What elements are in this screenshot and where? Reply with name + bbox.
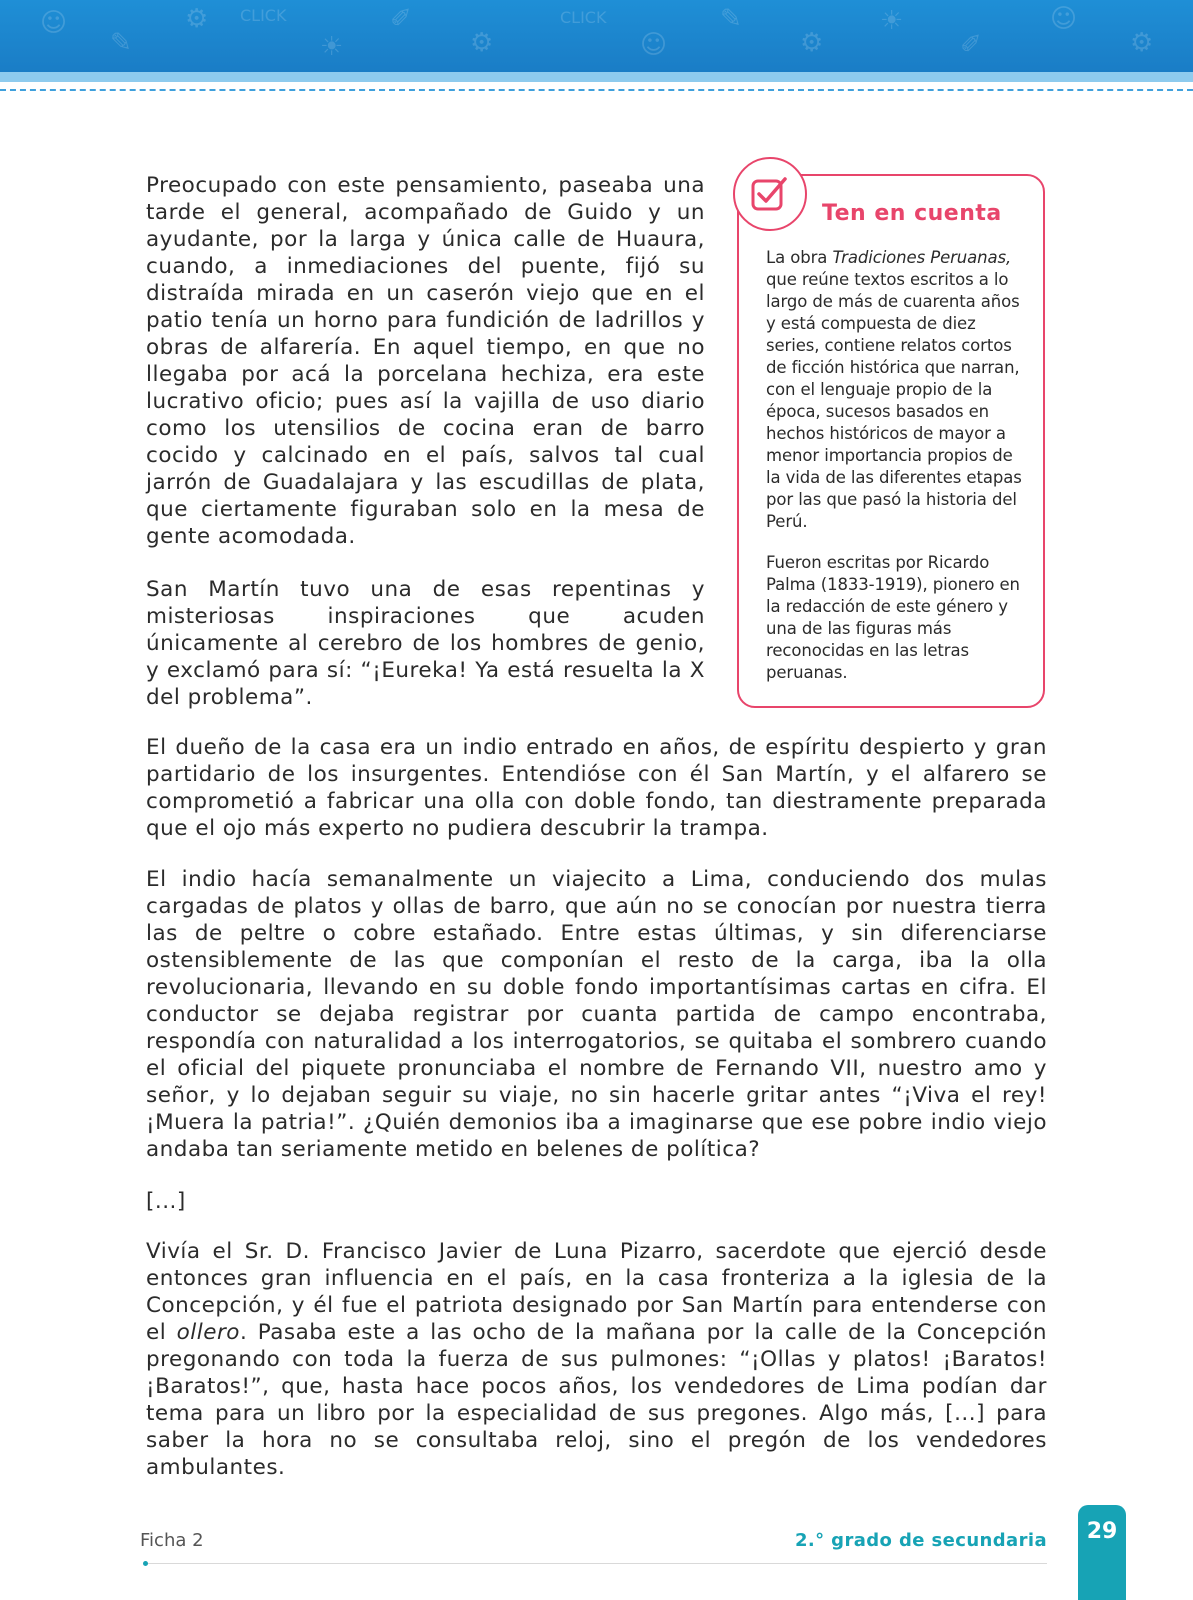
doodle-icon: ⚙ (1130, 28, 1154, 58)
header-divider (0, 89, 1193, 91)
header-strip (0, 72, 1193, 82)
doodle-icon: ☺ (40, 8, 68, 38)
doodle-icon: ✐ (960, 30, 982, 60)
footer-dot (143, 1561, 148, 1566)
footer-divider (146, 1563, 1047, 1564)
note-text: que reúne textos escritos a lo largo de más de cuarenta años y está compuesta de diez series, contiene relatos cortos de ficción histórica que narran, con el lenguaje propio de la época, sucesos basados en hechos históricos de mayor a menor importancia propios de la vida de las diferentes etapas por las que pasó la historia del Perú. (766, 270, 1022, 531)
footer-grade-label: 2.° grado de secundaria (794, 1530, 1047, 1551)
paragraph-text: Vivía el Sr. D. Francisco Javier de Luna Pizarro, sacerdote que ejerció desde entonces gran influencia en el país, en la casa fronteriza a la iglesia de la Concepción, y él fue el patriota designado por San Martín para entenderse con el (146, 1239, 1047, 1345)
doodle-icon: ☀ (880, 6, 904, 36)
page-number: 29 (1086, 1519, 1118, 1544)
paragraph-4: El indio hacía semanalmente un viajecito a Lima, conduciendo dos mulas cargadas de platos y ollas de barro, que aún no se conocían por nuestra tierra las de peltre o cobre estañado. Entre estas últimas, y sin diferenciarse ostensiblemente de las que componían el resto de la carga, iba la olla revolucionaria, llevando en su doble fondo importantísimas cartas en cifra. El conductor se dejaba registrar por cuanta partida de campo encontraba, respondía con naturalidad a los interrogatorios, se quitaba el sombrero cuando el oficial del piquete pronunciaba el nombre de Fernando VII, nuestro amo y señor, y lo dejaban seguir su viaje, no sin hacerle gritar antes “¡Viva el rey! ¡Muera la patria!”. ¿Quién demonios iba a imaginarse que ese pobre indio viejo andaba tan seriamente metido en belenes de política? (146, 867, 1047, 1162)
note-paragraph-1 (766, 247, 1028, 533)
note-work-title: Tradiciones Peruanas, (832, 248, 1012, 267)
doodle-word: CLICK (560, 8, 607, 27)
note-badge (733, 157, 807, 231)
italic-word: ollero (176, 1320, 240, 1345)
header-band (0, 0, 1193, 72)
doodle-icon: ✐ (390, 4, 412, 34)
paragraph-1: Preocupado con este pensamiento, paseaba una tarde el general, acompañado de Guido y un ayudante, por la larga y única calle de Huaura, cuando, a inmediaciones del puente, fijó su distraída mirada en un caserón viejo que en el patio tenía un horno para fundición de ladrillos y obras de alfarería. En aquel tiempo, en que no llegaba por acá la porcelana hechiza, era este lucrativo oficio; pues así la vajilla de uso diario como los utensilios de cocina eran de barro cocido y calcinado en el país, salvos tal cual jarrón de Guadalajara y las escudillas de plata, que ciertamente figuraban solo en la mesa de gente acomodada. (146, 173, 705, 549)
paragraph-2: San Martín tuvo una de esas repentinas y misteriosas inspiraciones que acuden únicamente al cerebro de los hombres de genio, y exclamó para sí: “¡Eureka! Ya está resuelta la X del problema”. (146, 577, 705, 710)
page-number-tab (1078, 1505, 1126, 1600)
note-paragraph-2: Fueron escritas por Ricardo Palma (1833-1919), pionero en la redacción de este género y una de las figuras más reconocidas en las letras peruanas. (766, 553, 1020, 682)
doodle-icon: ☺ (1050, 4, 1078, 34)
paragraph-3: El dueño de la casa era un indio entrado en años, de espíritu despierto y gran partidario de los insurgentes. Entendióse con él San Martín, y el alfarero se comprometió a fabricar una olla con doble fondo, tan diestramente preparada que el ojo más experto no pudiera descubrir la trampa. (146, 735, 1047, 841)
doodle-icon: ✎ (720, 4, 742, 34)
note-title: Ten en cuenta (822, 201, 1002, 226)
paragraph-text: . Pasaba este a las ocho de la mañana por la calle de la Concepción pregonando con toda la fuerza de sus pulmones: “¡Ollas y platos! ¡Baratos! ¡Baratos!”, que, hasta hace pocos años, los vendedores de Lima podían dar tema para un libro por la especialidad de sus pregones. Algo más, [...] para saber la hora no se consultaba reloj, sino el pregón de los vendedores ambulantes. (146, 1320, 1047, 1480)
paragraph-5 (146, 1238, 1047, 1481)
doodle-icon: ⚙ (800, 28, 824, 58)
footer-sheet-label: Ficha 2 (140, 1530, 204, 1551)
note-text: La obra (766, 248, 833, 267)
doodle-word: CLICK (240, 6, 287, 25)
doodle-icon: ⚙ (185, 4, 209, 34)
doodle-icon: ☺ (640, 30, 668, 60)
doodle-icon: ⚙ (470, 28, 494, 58)
checkbox-icon (749, 173, 791, 215)
doodle-icon: ☀ (320, 32, 344, 62)
doodle-icon: ✎ (110, 28, 132, 58)
ellipsis-marker: [...] (146, 1189, 186, 1214)
